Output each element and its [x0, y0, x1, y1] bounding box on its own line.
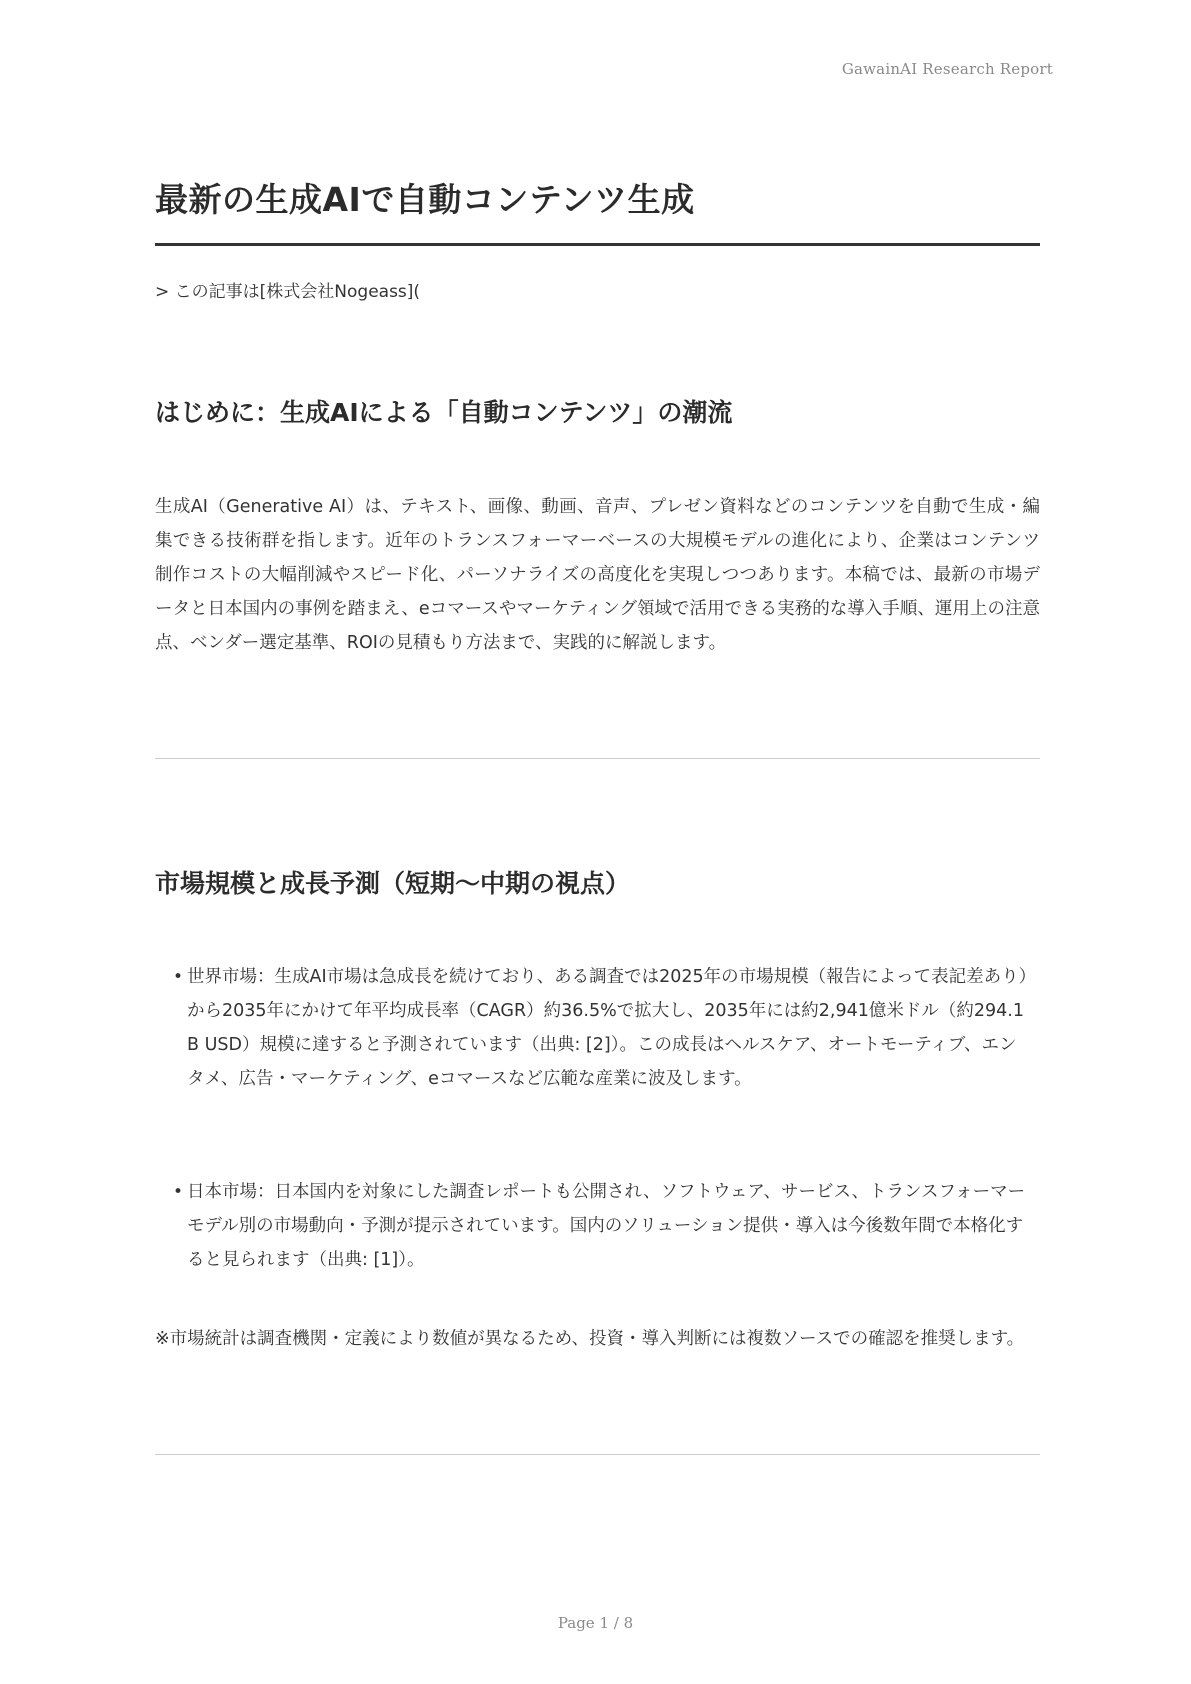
section-heading-intro: はじめに：生成AIによる「自動コンテンツ」の潮流: [155, 398, 733, 427]
page-number: Page 1 / 8: [557, 1614, 634, 1632]
market-bullet-list: [155, 960, 1040, 1096]
market-bullet-list: [155, 1175, 1040, 1277]
running-header: GawainAI Research Report: [841, 60, 1053, 78]
source-blockquote: > この記事は[株式会社Nogeass](: [155, 282, 421, 302]
list-item-global-market: [155, 960, 1040, 1096]
document-title: 最新の生成AIで自動コンテンツ生成: [155, 180, 695, 219]
title-divider: [155, 243, 1040, 246]
list-item-japan-market: [155, 1175, 1040, 1277]
section-divider: [155, 758, 1040, 759]
bullet-icon: •: [173, 967, 184, 987]
section-divider: [155, 1454, 1040, 1455]
intro-paragraph: 生成AI（Generative AI）は、テキスト、画像、動画、音声、プレゼン資料などのコンテンツを自動で生成・編集できる技術群を指します。近年のトランスフォーマーベースの大規模モデルの進化により、企業はコンテンツ制作コストの大幅削減やスピード化、パーソナライズの高度化を実現しつつあります。本稿では、最新の市場データと日本国内の事例を踏まえ、eコマースやマーケティング領域で活用できる実務的な導入手順、運用上の注意点、ベンダー選定基準、ROIの見積もり方法まで、実践的に解説します。: [155, 497, 1040, 653]
list-item-text: 世界市場：生成AI市場は急成長を続けており、ある調査では2025年の市場規模（報告によって表記差あり）から2035年にかけて年平均成長率（CAGR）約36.5%で拡大し、2035年には約2,941億米ドル（約294.1B USD）規模に達すると予測されています（出典: [2]）。この成長はヘルスケア、オートモーティブ、エンタメ、広告・マーケティング、eコマースなど広範な産業に波及します。: [187, 967, 1028, 1089]
bullet-icon: •: [173, 1182, 184, 1202]
list-item-text: 日本市場：日本国内を対象にした調査レポートも公開され、ソフトウェア、サービス、トランスフォーマーモデル別の市場動向・予測が提示されています。国内のソリューション提供・導入は今後数年間で本格化すると見られます（出典: [1]）。: [187, 1182, 1026, 1270]
section-heading-market: 市場規模と成長予測（短期〜中期の視点）: [155, 869, 631, 898]
market-note: ※市場統計は調査機関・定義により数値が異なるため、投資・導入判断には複数ソースでの確認を推奨します。: [155, 1329, 1025, 1349]
